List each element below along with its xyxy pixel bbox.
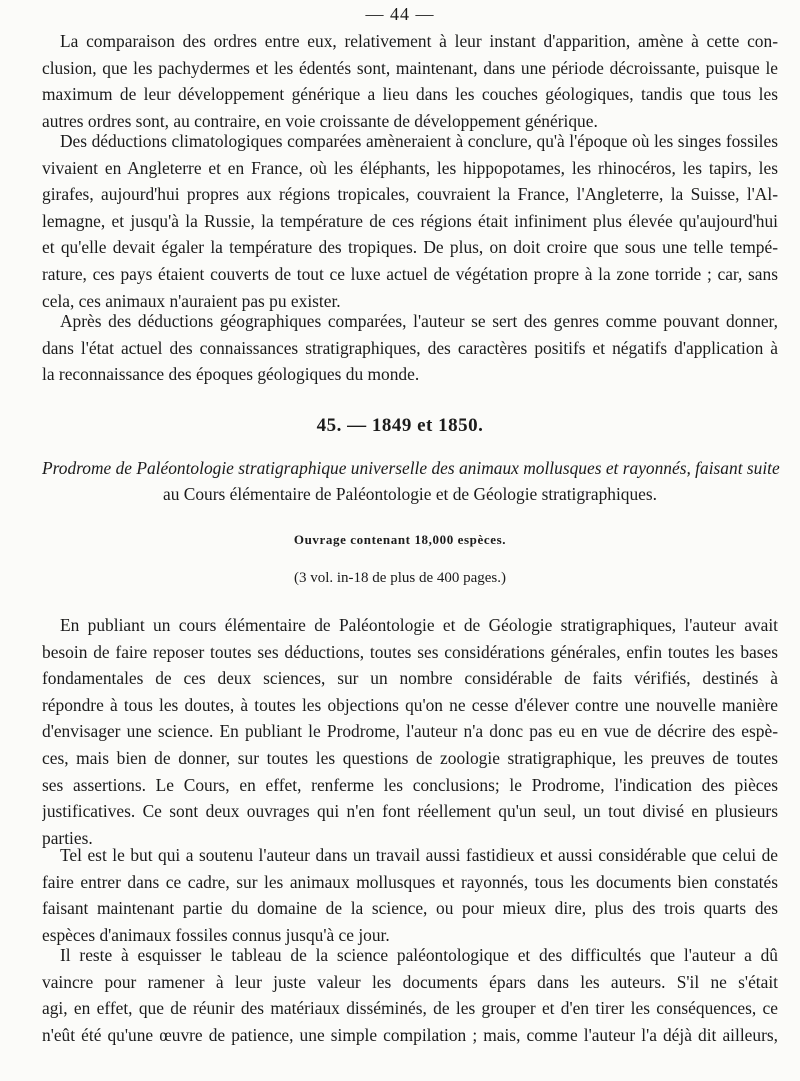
text-line: lemagne, et jusqu'à la Russie, la température de ces régions était infiniment plus élevée qu'aujourd'hui (42, 210, 778, 231)
text-line: vivaient en Angleterre et en France, où les éléphants, les hippopotames, les rhinocéros, les tapirs, les (42, 157, 778, 178)
text-line: Après des déductions géographiques comparées, l'auteur se sert des genres comme pouvant donner, (60, 311, 778, 331)
text-line: justificatives. Ce sont deux ouvrages qui n'en font réellement qu'un seul, un tout divisé en plusieurs (42, 801, 778, 822)
text-line: ces, mais bien de donner, sur toutes les questions de zoologie stratigraphique, les preuves de toutes (42, 747, 778, 768)
paragraph-6 (42, 942, 778, 1048)
text-line: vaincre pour ramener à leur juste valeur les documents épars dans les auteurs. S'il ne s'était (42, 971, 778, 992)
text-line: ses assertions. Le Cours, en effet, renferme les conclusions; le Prodrome, l'indication des pièces (42, 774, 778, 795)
work-subtitle: Ouvrage contenant 18,000 espèces. (293, 532, 507, 547)
paragraph-2 (42, 128, 778, 314)
text-line: agi, en effet, que de réunir des matériaux disséminés, de les grouper et d'en tirer les conséquences, ce (42, 998, 778, 1019)
text-line: rature, ces pays étaient couverts de tout ce luxe actuel de végétation propre à la zone torride ; car, sans (42, 263, 778, 284)
page-number: — 44 — (365, 4, 435, 24)
text-line: la reconnaissance des époques géologiques du monde. (42, 364, 420, 385)
prodrome-title (42, 455, 778, 507)
text-line: dans l'état actuel des connaissances stratigraphiques, des caractères positifs et négatifs d'application à (42, 337, 778, 358)
prodrome-title-line-2: au Cours élémentaire de Paléontologie et de Géologie stratigraphiques. (162, 484, 658, 504)
text-line: girafes, aujourd'hui propres aux régions tropicales, couvraient la France, l'Angleterre, la Suisse, l'Al- (42, 184, 778, 205)
text-line: d'envisager une science. En publiant le Prodrome, l'auteur n'a donc pas eu en vue de décrire des espè- (42, 721, 778, 742)
paragraph-5 (42, 842, 778, 948)
section-heading: 45. — 1849 et 1850. (316, 415, 484, 436)
prodrome-title-line-1: Prodrome de Paléontologie stratigraphique universelle des animaux mollusques et rayonnés, faisant suite (42, 458, 780, 478)
paragraph-4 (42, 612, 778, 851)
text-line: Il reste à esquisser le tableau de la science paléontologique et des difficultés que l'auteur a dû (60, 945, 778, 965)
text-line: faire entrer dans ce cadre, sur les animaux mollusques et rayonnés, tous les documents bien constatés (42, 871, 778, 892)
paragraph-3 (42, 308, 778, 388)
text-line: En publiant un cours élémentaire de Paléontologie et de Géologie stratigraphiques, l'auteur avait (60, 615, 778, 635)
volume-info: (3 vol. in-18 de plus de 400 pages.) (293, 570, 507, 586)
text-line: faisant maintenant partie du domaine de la science, ou pour mieux dire, plus des trois quarts des (42, 898, 778, 919)
text-line: Tel est le but qui a soutenu l'auteur dans un travail aussi fastidieux et aussi considérable que celui de (60, 845, 778, 865)
paragraph-1 (42, 28, 778, 134)
text-line: et qu'elle devait égaler la température des tropiques. De plus, on doit croire que sous une telle tempé- (42, 237, 778, 258)
text-line: n'eût été qu'une œuvre de patience, une simple compilation ; mais, comme l'auteur l'a déjà dit ailleurs, (42, 1024, 778, 1045)
text-line: autres ordres sont, au contraire, en voie croissante de développement générique. (42, 110, 598, 131)
text-line: cela, ces animaux n'auraient pas pu exister. (42, 290, 341, 311)
text-line: Des déductions climatologiques comparées amèneraient à conclure, qu'à l'époque où les singes fossiles (60, 131, 778, 151)
text-line: clusion, que les pachydermes et les édentés sont, maintenant, dans une période décroissante, puisque le (42, 57, 778, 78)
text-line: maximum de leur développement générique a lieu dans les couches géologiques, tandis que tous les (42, 84, 778, 105)
text-line: répondre à tous les doutes, à toutes les objections qu'on ne cesse d'élever contre une nouvelle manière (42, 694, 778, 715)
text-line: espèces d'animaux fossiles connus jusqu'à ce jour. (42, 924, 390, 945)
text-line: besoin de faire reposer toutes ses déductions, toutes ses considérations générales, enfin toutes les bases (42, 641, 778, 662)
text-line: La comparaison des ordres entre eux, relativement à leur instant d'apparition, amène à cette con- (60, 31, 778, 51)
text-line: fondamentales de ces deux sciences, sur un nombre considérable de faits vérifiés, destinés à (42, 668, 778, 689)
text-line: parties. (42, 827, 93, 848)
